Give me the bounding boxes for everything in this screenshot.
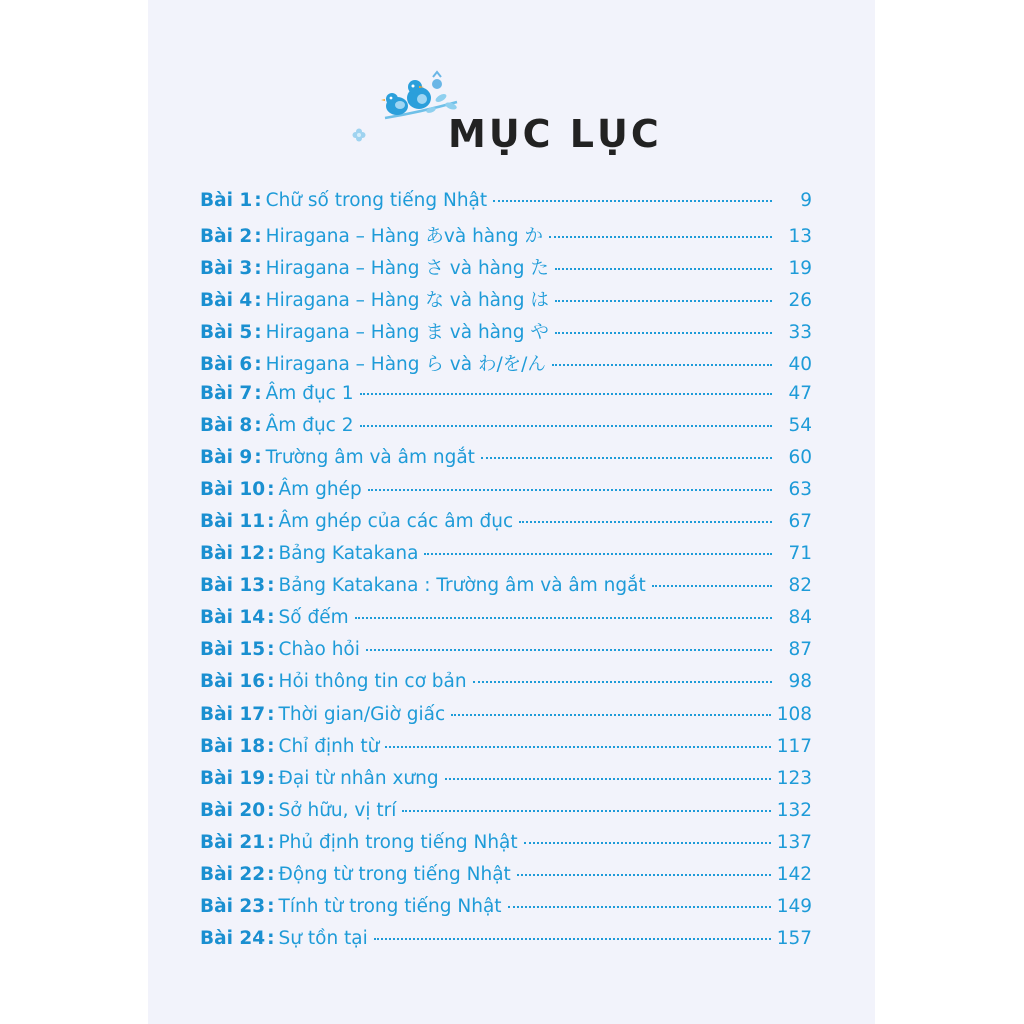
page-number: 117 [776,735,812,757]
page-number: 19 [788,258,812,280]
lesson-number: Bài 21 [200,831,266,853]
lesson-number: Bài 6 [200,354,253,376]
separator: : [267,735,275,757]
lesson-topic: Âm ghép của các âm đục [278,510,514,532]
separator: : [267,607,275,629]
page-number: 26 [788,290,812,312]
toc-entry [200,511,812,543]
lesson-number: Bài 9 [200,446,253,468]
separator: : [267,896,275,918]
lesson-topic: Chỉ định từ [278,735,380,757]
toc-entry [200,383,812,415]
page-number: 33 [788,322,812,344]
dot-leader [517,874,771,876]
dot-leader [402,810,770,812]
separator: : [254,354,262,376]
separator: : [254,258,262,280]
toc-entry [200,222,812,254]
separator: : [254,322,262,344]
page-number: 142 [776,863,812,885]
lesson-topic: Hiragana – Hàng さ và hàng た [265,258,549,280]
dot-leader [524,842,771,844]
toc-entry [200,543,812,575]
lesson-topic: Sở hữu, vị trí [278,799,397,821]
book-page [148,0,875,1024]
dot-leader [368,489,772,491]
page-number: 71 [788,543,812,565]
toc-entry [200,832,812,864]
page-number: 157 [776,928,812,950]
lesson-topic: Chữ số trong tiếng Nhật [265,190,488,211]
lesson-number: Bài 12 [200,543,266,565]
lesson-number: Bài 14 [200,607,266,629]
lesson-number: Bài 18 [200,735,266,757]
separator: : [267,863,275,885]
lesson-topic: Động từ trong tiếng Nhật [278,863,511,885]
page-number: 149 [776,896,812,918]
toc-entry [200,704,812,736]
lesson-topic: Trường âm và âm ngắt [265,446,475,468]
lesson-topic: Hiragana – Hàng あvà hàng か [265,226,543,248]
page-number: 87 [788,639,812,661]
lesson-topic: Bảng Katakana [278,543,419,565]
dot-leader [549,236,772,238]
separator: : [267,639,275,661]
page-number: 82 [788,575,812,597]
toc-entry [200,896,812,928]
toc-entry [200,350,812,382]
separator: : [254,290,262,312]
page-number: 98 [788,671,812,693]
page-number: 13 [788,226,812,248]
toc-entry [200,318,812,350]
page-number: 132 [776,799,812,821]
dot-leader [493,200,772,202]
dot-leader [652,585,772,587]
dot-leader [445,778,771,780]
dot-leader [374,938,771,940]
lesson-number: Bài 8 [200,414,253,436]
dot-leader [451,714,771,716]
dot-leader [555,300,772,302]
page-number: 108 [776,703,812,725]
lesson-topic: Hiragana – Hàng な và hàng は [265,290,549,312]
separator: : [267,575,275,597]
separator: : [267,510,275,532]
lesson-number: Bài 10 [200,478,266,500]
separator: : [254,414,262,436]
toc-entry [200,575,812,607]
separator: : [267,671,275,693]
toc-entry [200,864,812,896]
toc-entry [200,447,812,479]
dot-leader [473,681,772,683]
separator: : [267,543,275,565]
toc-entry [200,415,812,447]
separator: : [254,382,262,404]
page-number: 54 [788,414,812,436]
lesson-topic: Bảng Katakana : Trường âm và âm ngắt [278,575,646,597]
lesson-topic: Âm đục 1 [265,382,354,404]
separator: : [267,767,275,789]
separator: : [267,478,275,500]
dot-leader [424,553,772,555]
separator: : [267,928,275,950]
separator: : [254,226,262,248]
lesson-number: Bài 23 [200,896,266,918]
toc-entry [200,254,812,286]
dot-leader [508,906,771,908]
lesson-number: Bài 11 [200,510,266,532]
page-title: MỤC LỤC [448,112,662,156]
dot-leader [552,364,772,366]
toc-entry [200,479,812,511]
lesson-number: Bài 19 [200,767,266,789]
dot-leader [385,746,770,748]
lesson-number: Bài 16 [200,671,266,693]
toc-entry [200,286,812,318]
lesson-number: Bài 5 [200,322,253,344]
toc-entry [200,736,812,768]
separator: : [267,831,275,853]
lesson-topic: Đại từ nhân xưng [278,767,439,789]
lesson-topic: Âm đục 2 [265,414,354,436]
page-number: 47 [788,382,812,404]
lesson-topic: Hỏi thông tin cơ bản [278,671,467,693]
page-number: 63 [788,478,812,500]
lesson-number: Bài 17 [200,703,266,725]
lesson-number: Bài 3 [200,258,253,280]
dot-leader [519,521,772,523]
dot-leader [355,617,772,619]
toc-entry [200,768,812,800]
lesson-topic: Hiragana – Hàng ま và hàng や [265,322,549,344]
separator: : [254,190,262,211]
lesson-number: Bài 7 [200,382,253,404]
dot-leader [481,457,772,459]
lesson-topic: Sự tồn tại [278,928,368,950]
lesson-topic: Phủ định trong tiếng Nhật [278,831,518,853]
lesson-topic: Hiragana – Hàng ら và わ/を/ん [265,354,546,376]
lesson-number: Bài 4 [200,290,253,312]
lesson-number: Bài 15 [200,639,266,661]
dot-leader [360,425,772,427]
page-number: 9 [800,190,812,211]
page-number: 67 [788,510,812,532]
toc-entry [200,671,812,703]
lesson-topic: Thời gian/Giờ giấc [278,703,446,725]
separator: : [267,799,275,821]
toc-entry [200,800,812,832]
lesson-topic: Âm ghép [278,478,362,500]
lesson-number: Bài 24 [200,928,266,950]
table-of-contents [200,190,812,960]
lesson-topic: Số đếm [278,607,349,629]
lesson-number: Bài 22 [200,863,266,885]
lesson-number: Bài 20 [200,799,266,821]
page-number: 40 [788,354,812,376]
separator: : [267,703,275,725]
toc-entry [200,607,812,639]
dot-leader [366,649,772,651]
lesson-number: Bài 2 [200,226,253,248]
toc-entry [200,190,812,222]
page-number: 123 [776,767,812,789]
flower-icon [352,128,366,142]
page-number: 84 [788,607,812,629]
dot-leader [555,332,772,334]
lesson-topic: Chào hỏi [278,639,360,661]
lesson-topic: Tính từ trong tiếng Nhật [278,896,502,918]
page-number: 60 [788,446,812,468]
dot-leader [555,268,772,270]
toc-entry [200,639,812,671]
dot-leader [360,393,772,395]
page-number: 137 [776,831,812,853]
toc-entry [200,928,812,960]
separator: : [254,446,262,468]
lesson-number: Bài 13 [200,575,266,597]
lesson-number: Bài 1 [200,190,253,211]
